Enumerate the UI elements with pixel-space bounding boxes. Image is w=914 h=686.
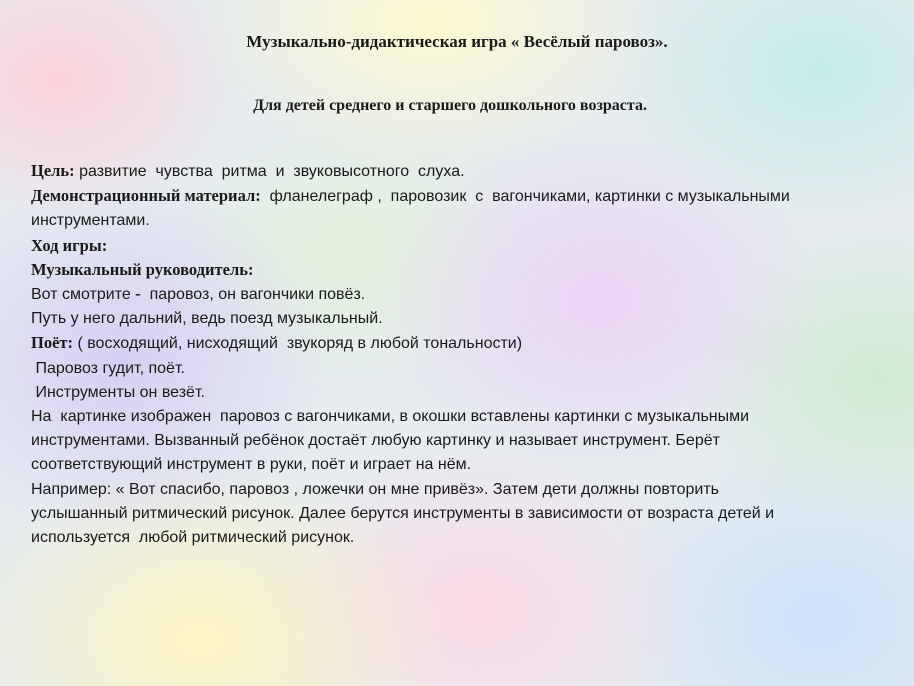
goal-label: Цель: (31, 161, 75, 180)
document-body (31, 159, 881, 550)
course-heading: Ход игры: (31, 235, 108, 255)
director-heading: Музыкальный руководитель: (31, 259, 254, 279)
material-label: Демонстрационный материал: (31, 186, 261, 206)
example-line-1: Например: « Вот спасибо, паровоз , ложечки он мне привёз». Затем дети должны повторить (31, 480, 719, 498)
sings-label: Поёт: (31, 333, 74, 353)
description-line-2: инструментами. Вызванный ребёнок достаёт любую картинку и называет инструмент. Берёт (31, 432, 720, 450)
goal-text: развитие чувства ритма и звуковысотного слуха. (74, 163, 465, 180)
example-line-2: услышанный ритмический рисунок. Далее берутся инструменты в зависимости от возраста детей и (31, 504, 775, 522)
sings-text: ( восходящий, нисходящий звукоряд в любой тональности) (73, 335, 523, 353)
verse-line-1-rest: паровоз, он вагончики повёз. (140, 286, 366, 304)
description-line-3: соответствующий инструмент в руки, поёт и играет на нём. (31, 456, 472, 474)
document-title: Музыкально-дидактическая игра « Весёлый паровоз». (246, 32, 668, 51)
material-line-continued: инструментами. (31, 212, 150, 230)
document-subtitle: Для детей среднего и старшего дошкольного возраста. (253, 97, 647, 114)
verse-line-2: Путь у него дальний, ведь поезд музыкальный. (31, 310, 383, 328)
example-line-3: используется любой ритмический рисунок. (31, 529, 355, 547)
song-line-1: Паровоз гудит, поёт. (31, 359, 185, 377)
verse-line-1 (31, 282, 881, 307)
goal-line (31, 159, 881, 184)
material-text: фланелеграф , паровозик с вагончиками, картинки с музыкальными (260, 188, 790, 206)
description-line-1: На картинке изображен паровоз с вагончиками, в окошки вставлены картинки с музыкальными (31, 408, 750, 426)
song-line-2: Инструменты он везёт. (31, 383, 205, 401)
material-line (31, 184, 881, 209)
sings-line (31, 331, 881, 356)
verse-line-1-text: Вот смотрите (31, 286, 136, 304)
verse-line-1-dash: - (135, 284, 141, 304)
